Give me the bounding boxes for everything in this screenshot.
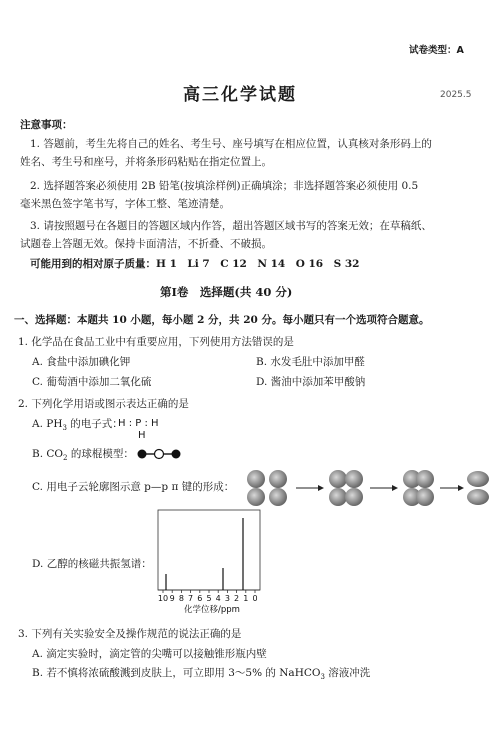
nmr-tick-label: 6 xyxy=(197,594,203,603)
nmr-tick-label: 8 xyxy=(178,594,184,603)
q1-option-c: C. 葡萄酒中添加二氧化硫 xyxy=(32,376,152,388)
nmr-plot-frame xyxy=(158,510,260,590)
nmr-tick-label: 2 xyxy=(234,594,240,603)
nmr-tick-label: 0 xyxy=(252,594,258,603)
nmr-tick-labels xyxy=(158,590,258,603)
nmr-x-axis-label: 化学位移/ppm xyxy=(184,605,240,615)
notice-item1-line2: 姓名、考生号和座号，并将条形码粘贴在指定位置上。 xyxy=(20,156,272,168)
q3-option-b-suffix: 溶液冲洗 xyxy=(324,667,371,679)
paper-type: 试卷类型：A xyxy=(409,45,464,56)
q2-option-d: D. 乙醇的核磁共振氢谱： xyxy=(32,558,152,570)
nmr-tick-label: 10 xyxy=(157,594,169,603)
q2-stem: 2. 下列化学用语或图示表达正确的是 xyxy=(18,398,189,410)
notice-item2-line2: 毫米黑色签字笔书写，字体工整、笔迹清楚。 xyxy=(20,198,230,210)
notice-item2-line1: 2. 选择题答案必须使用 2B 铅笔(按填涂样例)正确填涂；非选择题答案必须使用 0.5 xyxy=(30,180,419,192)
q1-option-a: A. 食盐中添加碘化钾 xyxy=(32,356,131,368)
q3-stem: 3. 下列有关实验安全及操作规范的说法正确的是 xyxy=(18,628,242,640)
q1-stem: 1. 化学品在食品工业中有重要应用，下列使用方法错误的是 xyxy=(18,336,294,348)
arrow-icon xyxy=(296,485,324,491)
q2-option-c: C. 用电子云轮廓图示意 p—p π 键的形成： xyxy=(32,481,235,493)
section1-title: 第Ⅰ卷 选择题(共 40 分) xyxy=(160,285,293,299)
nmr-tick-label: 1 xyxy=(243,594,249,603)
q2-option-b-sub: 2 xyxy=(63,454,68,463)
nmr-spectrum-chart xyxy=(152,508,268,616)
q3-option-b-prefix: B. 若不慎将浓硫酸溅到皮肤上，可立即用 3～5% 的 NaHCO xyxy=(32,667,321,679)
q1-option-d: D. 酱油中添加苯甲酸钠 xyxy=(256,376,366,388)
oxygen-atom xyxy=(172,450,181,459)
q2-option-a-label: A. PH xyxy=(32,418,63,430)
ph3-electron-formula: H : P : H xyxy=(118,418,159,429)
nmr-tick-label: 4 xyxy=(215,594,221,603)
page-title: 高三化学试题 xyxy=(183,85,297,105)
q2-option-a-sub: 3 xyxy=(62,424,67,433)
nmr-tick-label: 9 xyxy=(169,594,175,603)
separate-p-orbitals xyxy=(247,470,287,506)
q3-option-a: A. 滴定实验时，滴定管的尖嘴可以接触锥形瓶内壁 xyxy=(32,648,267,660)
pi-bond-orbital-diagram xyxy=(244,468,490,508)
co2-ball-stick-model xyxy=(136,447,186,461)
notice-item3-line2: 试题卷上答题无效。保持卡面清洁，不折叠、不破损。 xyxy=(20,238,272,250)
arrow-icon xyxy=(440,485,464,491)
pi-bond-orbital xyxy=(467,471,489,505)
q2-option-b-label: B. CO xyxy=(32,448,64,460)
q2-option-a xyxy=(32,417,123,435)
notice-item1-line1: 1. 答题前，考生先将自己的姓名、考生号、座号填写在相应位置，认真核对条形码上的 xyxy=(30,138,432,150)
oxygen-atom xyxy=(138,450,147,459)
nmr-tick-label: 5 xyxy=(206,594,212,603)
q2-option-b-suffix: 的球棍模型： xyxy=(67,448,134,460)
q1-option-b: B. 水发毛肚中添加甲醛 xyxy=(256,356,365,368)
q3-option-b xyxy=(32,666,370,684)
nmr-tick-label: 3 xyxy=(224,594,230,603)
nmr-tick-label: 7 xyxy=(188,594,194,603)
section1-instruction: 一、选择题：本题共 10 小题，每小题 2 分，共 20 分。每小题只有一个选项符合题意。 xyxy=(14,314,430,326)
exam-date: 2025.5 xyxy=(440,90,472,100)
arrow-icon xyxy=(370,485,398,491)
atomic-mass-list: 可能用到的相对原子质量：H 1 Li 7 C 12 N 14 O 16 S 32 xyxy=(30,258,360,270)
carbon-atom xyxy=(155,450,164,459)
ph3-electron-formula-bottom: H xyxy=(138,430,146,441)
approaching-p-orbitals xyxy=(329,470,363,506)
overlapping-p-orbitals xyxy=(403,470,434,506)
notice-heading: 注意事项： xyxy=(20,119,73,131)
q2-option-a-suffix: 的电子式： xyxy=(66,418,123,430)
q2-option-b xyxy=(32,447,134,465)
q3-option-b-sub: 3 xyxy=(320,673,325,682)
notice-item3-line1: 3. 请按照题号在各题目的答题区域内作答，超出答题区域书写的答案无效；在草稿纸、 xyxy=(30,220,432,232)
